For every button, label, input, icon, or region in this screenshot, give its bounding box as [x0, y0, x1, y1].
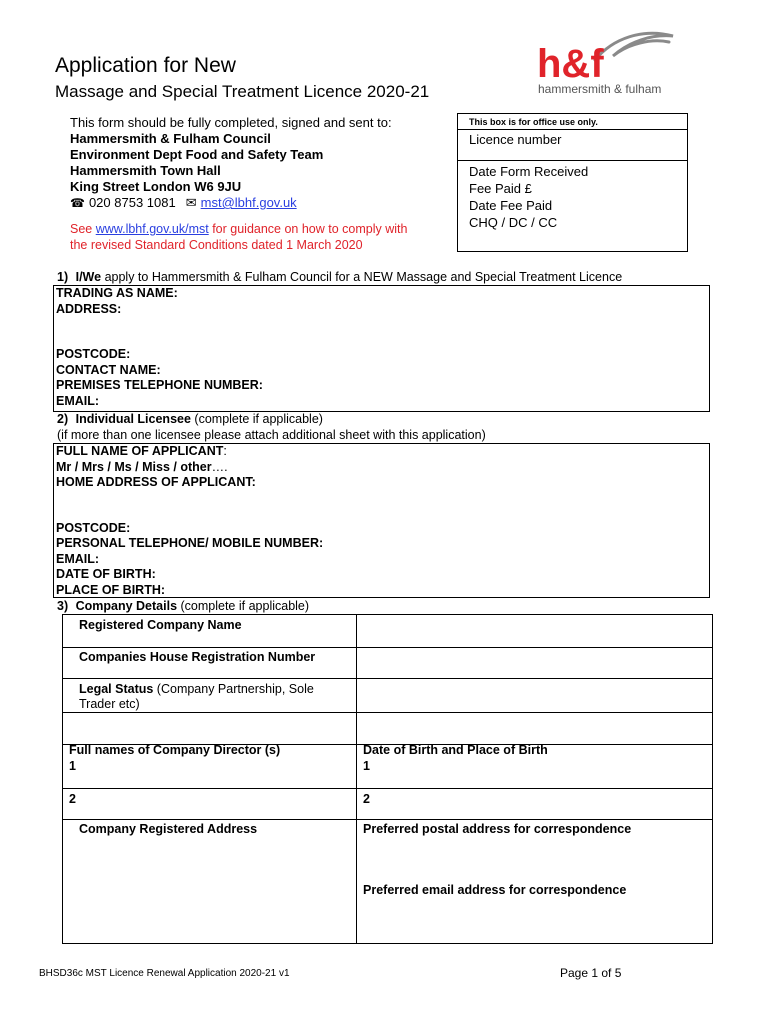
full-name-colon: : — [223, 444, 227, 458]
company-row-rule — [63, 819, 712, 820]
section2-box[interactable] — [53, 443, 710, 598]
legal-status-note2: Trader etc) — [79, 697, 140, 711]
page-title: Application for New — [55, 54, 236, 77]
section2-heading — [57, 411, 323, 427]
salutation-options: Mr / Mrs / Ms / Miss / other — [56, 459, 212, 474]
section2-subnote: (if more than one licensee please attach additional sheet with this application) — [57, 428, 486, 442]
pob-label: PLACE OF BIRTH: — [56, 582, 166, 597]
phone-number: 020 8753 1081 — [88, 195, 176, 210]
email-label: EMAIL: — [56, 393, 100, 408]
payment-method-label: CHQ / DC / CC — [469, 215, 558, 230]
director-1-number: 1 — [69, 759, 76, 773]
hf-logo-swoosh — [533, 30, 683, 100]
salutation-dots: …. — [211, 459, 228, 474]
council-name: Hammersmith & Fulham Council — [70, 131, 271, 146]
date-received-label: Date Form Received — [469, 164, 589, 179]
building: Hammersmith Town Hall — [70, 163, 221, 178]
street-address: King Street London W6 9JU — [70, 179, 242, 194]
email-link[interactable]: mst@lbhf.gov.uk — [200, 195, 297, 210]
contact-name-label: CONTACT NAME: — [56, 362, 161, 377]
reg-company-name-label: Registered Company Name — [79, 618, 242, 632]
section2-note: (complete if applicable) — [190, 412, 323, 426]
section1-text: apply to Hammersmith & Fulham Council for a NEW Massage and Special Treatment Licence — [101, 270, 623, 284]
reg-company-name-field[interactable] — [357, 615, 712, 647]
guidance-pre: See — [70, 222, 96, 236]
guidance-link[interactable]: www.lbhf.gov.uk/mst — [95, 222, 209, 236]
dob-pob-label: Date of Birth and Place of Birth — [363, 743, 548, 757]
company-details-table — [62, 614, 713, 944]
ch-number-field[interactable] — [357, 648, 712, 678]
hf-logo — [533, 30, 683, 100]
department: Environment Dept Food and Safety Team — [70, 147, 324, 162]
guidance-line2: the revised Standard Conditions dated 1 March 2020 — [70, 238, 363, 252]
section1-heading — [57, 269, 622, 285]
contact-line — [70, 195, 392, 211]
section3-heading — [57, 598, 309, 614]
legal-status-note: (Company Partnership, Sole — [153, 682, 314, 696]
section1-box[interactable] — [53, 285, 710, 412]
postal-address-label: Preferred postal address for correspondence — [363, 822, 632, 836]
section2-title: Individual Licensee — [75, 412, 191, 426]
section2-number: 2) — [57, 412, 69, 426]
page-number: Page 1 of 5 — [560, 966, 622, 980]
send-to-block — [70, 115, 392, 211]
address-label: ADDRESS: — [56, 301, 122, 316]
section1-iwe: I/We — [75, 270, 102, 284]
office-use-box — [457, 113, 688, 252]
guidance-note — [70, 221, 407, 253]
company-row-rule — [63, 788, 712, 789]
section3-title: Company Details — [75, 599, 178, 613]
premises-phone-label: PREMISES TELEPHONE NUMBER: — [56, 378, 263, 392]
legal-status-label — [79, 681, 314, 697]
legal-status-title: Legal Status — [79, 682, 154, 696]
legal-status-field[interactable] — [357, 679, 712, 712]
section1-number: 1) — [57, 270, 69, 284]
ch-number-label: Companies House Registration Number — [79, 650, 316, 664]
director-2-number: 2 — [69, 792, 76, 806]
svg-text:h&f: h&f — [537, 42, 604, 86]
fee-paid-label: Fee Paid £ — [469, 181, 532, 196]
applicant-email-label: EMAIL: — [56, 551, 100, 566]
dob-2-number: 2 — [363, 792, 370, 806]
office-use-header: This box is for office use only. — [458, 114, 687, 130]
reg-address-label: Company Registered Address — [79, 822, 258, 836]
page-subtitle: Massage and Special Treatment Licence 2020-21 — [55, 82, 430, 101]
section3-number: 3) — [57, 599, 69, 613]
personal-phone-label: PERSONAL TELEPHONE/ MOBILE NUMBER: — [56, 536, 324, 550]
postcode-label: POSTCODE: — [56, 347, 131, 361]
full-name-label: FULL NAME OF APPLICANT — [56, 444, 224, 458]
document-reference: BHSD36c MST Licence Renewal Application 2020-21 v1 — [39, 968, 290, 979]
envelope-icon: ✉ — [185, 195, 197, 210]
svg-text:hammersmith & fulham: hammersmith & fulham — [538, 82, 662, 96]
email-pref-label: Preferred email address for correspondence — [363, 883, 627, 897]
legal-status-answer-field[interactable] — [63, 713, 712, 744]
send-to-intro: This form should be fully completed, signed and sent to: — [70, 115, 392, 130]
dob-1-number: 1 — [363, 759, 370, 773]
date-fee-paid-label: Date Fee Paid — [469, 198, 553, 213]
applicant-postcode-label: POSTCODE: — [56, 520, 131, 535]
directors-label: Full names of Company Director (s) — [69, 743, 281, 757]
dob-label: DATE OF BIRTH: — [56, 567, 156, 581]
phone-icon: ☎ — [70, 196, 85, 210]
guidance-rest: for guidance on how to comply with — [208, 222, 408, 236]
licence-number-label: Licence number — [458, 130, 687, 161]
section3-note: (complete if applicable) — [177, 599, 310, 613]
home-address-label: HOME ADDRESS OF APPLICANT: — [56, 475, 256, 489]
trading-name-label: TRADING AS NAME: — [56, 286, 178, 300]
company-table-divider-bottom — [356, 744, 357, 944]
